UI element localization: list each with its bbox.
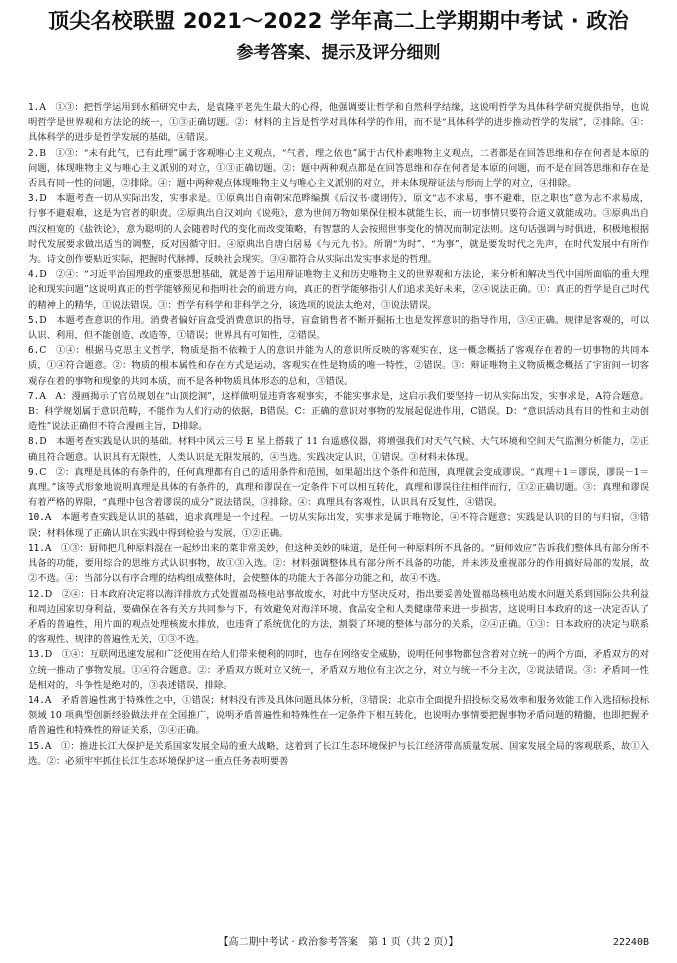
answer-number: 4. xyxy=(28,269,40,281)
page-subtitle: 参考答案、提示及评分细则 xyxy=(236,43,441,63)
answer-number: 2. xyxy=(28,147,40,159)
answer-number: 6. xyxy=(28,345,40,357)
answer-item xyxy=(28,465,649,511)
footer-code: 22240B xyxy=(612,937,649,948)
answer-number: 3. xyxy=(28,193,40,205)
answer-text: A ①：推进长江大保护是关系国家发展全局的重大战略，这着到了长江生态环境保护与长江经济带高质量发展、国家发展全局的客观联系，故①入选。②：必须牢牢抓住长江生态环境保护这一重点任务表明要善 xyxy=(28,740,649,767)
answer-item xyxy=(28,693,649,739)
page-title: 顶尖名校联盟 2021～2022 学年高二上学期期中考试 · 政治 xyxy=(48,9,629,33)
footer-page-info: 【高二期中考试 · 政治参考答案 第 1 页（共 2 页）】 xyxy=(218,937,459,948)
answer-text: C ①④：根据马克思主义哲学，物质是指不依赖于人的意识并能为人的意识所反映的客观实在，这一概念概括了客观存在着的一切事物的共同本质，①④符合题意。②：物质的根本属性和存在方式是运动，客观实在性是物质的唯一特性，②错误。③：辩证唯物主义物质概念概括了宇宙间一切客观存在着的事物和现象的共同本质，而不是各种物质具体形态的总和，③错误。 xyxy=(28,345,649,387)
answer-number: 14. xyxy=(28,694,45,706)
answer-item xyxy=(28,541,649,587)
answer-item xyxy=(28,267,649,313)
answer-text: D ②④：“习近平治国理政的重要思想基础，就是善于运用辩证唯物主义和历史唯物主义的世界观和方法论，来分析和解决当代中国所面临的重大理论和现实问题”这说明真正的哲学能够预见和指明社会的前进方向，真正的哲学能够指引人们追求美好未来，②④说法正确。①：真正的哲学是自己时代的精神上的精华，①说法错误。③：哲学有科学和非科学之分，该选项的说法太绝对，③说法错误。 xyxy=(28,269,649,311)
answer-number: 1. xyxy=(28,102,40,113)
answer-number: 10. xyxy=(28,512,45,524)
answer-text: A 矛盾普遍性寓于特殊性之中，①错误；材料没有涉及具体问题具体分析，③错误；北京市全面提升招投标交易效率和服务效能工作入选招标投标领域 10 项典型创新经验做法并在全国推广，说明矛盾普遍性和特殊性在一定条件下相互转化，也说明办事情要把握事物矛盾问题的精髓，也即把握矛盾普遍性和特殊性的辩证关系，②④正确。 xyxy=(28,694,649,737)
answer-text: A A：漫画揭示了官员规划在“山顶挖洞”，这样做明显违背客观事实，不能实事求是，这启示我们要坚持一切从实际出发，实事求是，A符合题意。B：科学规划属于意识范畴，不能作为人们行动的依据，B错误。C：正确的意识对事物的发展起促进作用，C错误。D：“意识活动具有目的性和主动创造性”说法正确但不符合漫画主旨，D排除。 xyxy=(28,390,649,433)
answer-number: 9. xyxy=(28,466,40,478)
answer-number: 7. xyxy=(28,390,40,402)
answer-item xyxy=(28,510,649,540)
answer-item xyxy=(28,313,649,343)
answer-number: 8. xyxy=(28,436,40,448)
answer-text: D ①④：互联网迅速发展和广泛使用在给人们带来便利的同时，也存在网络安全威胁，说明任何事物都包含着对立统一的两个方面，矛盾双方的对立统一推动了事物发展。①④符合题意。②：矛盾双方既对立又统一，矛盾双方地位有主次之分，对立与统一不分主次，②说法错误。③：矛盾同一性是相对的，斗争性是绝对的，③表述错误，排除。 xyxy=(28,649,649,691)
answer-text: D 本题考查一切从实际出发，实事求是。①原典出自南朝宋范晔编撰《后汉书·虞诩传》，原文“志不求易，事不避难，臣之职也”意为志不求易成，行事不避艰难，这是为官者的职责。②原典出自汉刘向《说苑》，意为世间万物如果保住根本就能生长，而一切事情只要符合道义就能成功。③原典出自西汉桓宽的《盐铁论》，意为聪明的人会随着时代的变化而改变策略，有智慧的人会按照世事变化的情况而制定法则。这句话强调与时俱进，积极地根据时代发展要求做出适当的调整，反对因循守旧。④原典出自唐白居易《与元九书》。所谓“为时”、“为事”，就是要发时代之先声，在时代发展中有所作为。诗文创作要贴近实际，把握时代脉搏、反映社会现实。③④都符合从实际出发实事求是的哲理。 xyxy=(28,193,649,266)
answer-list xyxy=(28,100,649,890)
answer-item xyxy=(28,647,649,693)
page-footer xyxy=(0,935,677,951)
answer-item xyxy=(28,389,649,435)
answer-number: 5. xyxy=(28,314,40,326)
answer-item xyxy=(28,191,649,267)
answer-text: A ①③：厨师把几种原料混在一起炒出来的菜非常美妙，但这种美妙的味道，是任何一种原料所不具备的。“厨师效应”告诉我们整体具有部分所不具备的功能，要用综合的思维方式认识事物，故①③入选。②：材料强调整体具有部分所不具备的功能，并未涉及重视部分的作用搞好局部的发展，故②不选。④：当部分以有序合理的结构组成整体时，会使整体的功能大于各部分功能之和，故④不选。 xyxy=(28,542,649,585)
answer-item xyxy=(28,587,649,648)
answer-number: 15. xyxy=(28,740,45,752)
answer-item xyxy=(28,434,649,464)
answer-text: A 本题考查实践是认识的基础，追求真理是一个过程。一切从实际出发，实事求是属于唯物论，④不符合题意；实践是认识的目的与归宿，③错误；材料体现了正确认识在实践中得到检验与发展，①②正确。 xyxy=(28,512,649,539)
answer-item xyxy=(28,146,649,192)
answer-text: C ②：真理是具体的有条件的，任何真理都有自己的适用条件和范围，如果超出这个条件和范围，真理就会变成谬误。“真理＋1＝谬误，谬误－1＝真理。”该等式形象地说明真理是具体的有条件的，真理和谬误在一定条件下可以相互转化，真理和谬误往往相伴而行，①②正确切题。③：真理和谬误有着严格的界限，“真理中包含着谬误的成分”说法错误，③排除。④：真理具有客观性，认识具有反复性，④错误。 xyxy=(28,466,649,509)
answer-text: D 本题考查意识的作用。消费者偏好盲盒受消费意识的指导，盲盒销售者不断开掘拓土也是发挥意识的指导作用，③④正确。规律是客观的，可以认识、利用，但不能创造、改造等，①错误；世界具有可知性，②错误。 xyxy=(28,314,649,342)
answer-text: D 本题考查实践是认识的基础。材料中风云三号 E 星上搭载了 11 台遥感仪器，将增强我们对天气气候、大气环境和空间天气监测分析能力，②正确且符合题意。认识具有无限性，人类认识是无限发展的，④当选。实践决定认识，①错误。③材料未体现。 xyxy=(28,436,649,463)
answer-item xyxy=(28,739,649,769)
answer-number: 12. xyxy=(28,588,45,600)
answer-item xyxy=(28,343,649,389)
answer-text: A ①③：把哲学运用到水稻研究中去，是袁隆平老先生最大的心得，他强调要让哲学和自然科学结缘，这说明哲学为具体科学研究提供指导，也说明哲学是世界观和方法论的统一，①③正确切题。②：材料的主旨是哲学对具体科学的作用，而不是“具体科学的进步推动哲学的发展”，②排除。④：具体科学的进步是哲学发展的基础，④错误。 xyxy=(28,102,649,144)
answer-text: B ①③：“未有此气，已有此理”属于客观唯心主义观点，“气者，理之依也”属于古代朴素唯物主义观点，二者都是在回答思维和存在何者是本原的问题，体现唯物主义与唯心主义派别的对立，①③正确切题。②：题中两种观点都是在回答思维和存在何者是本原的问题，而不是在回答思维和存在是否具有同一性的问题，②排除。④：题中两种观点体现唯物主义与唯心主义派别的对立，并未体现辩证法与形而上学的对立，④排除。 xyxy=(28,147,649,190)
answer-number: 11. xyxy=(28,542,45,554)
answer-text: D ②④：日本政府决定将以海洋排放方式处置福岛核电站事故废水，对此中方坚决反对，指出要妥善处置福岛核电站废水问题关系到国际公共利益和周边国家切身利益，要确保在各有关方共同参与下，有效避免对海洋环境、食品安全和人类健康带来进一步损害，这说明日本政府的这一决定否认了矛盾的普遍性，用片面的观点处理核废水排放，也违背了系统优化的方法，割裂了环境的整体与部分的关系，②④正确。①③：日本政府的决定与联系的客观性、规律的普遍性无关，①③不选。 xyxy=(28,588,649,646)
answer-item xyxy=(28,100,649,146)
answer-number: 13. xyxy=(28,649,45,661)
